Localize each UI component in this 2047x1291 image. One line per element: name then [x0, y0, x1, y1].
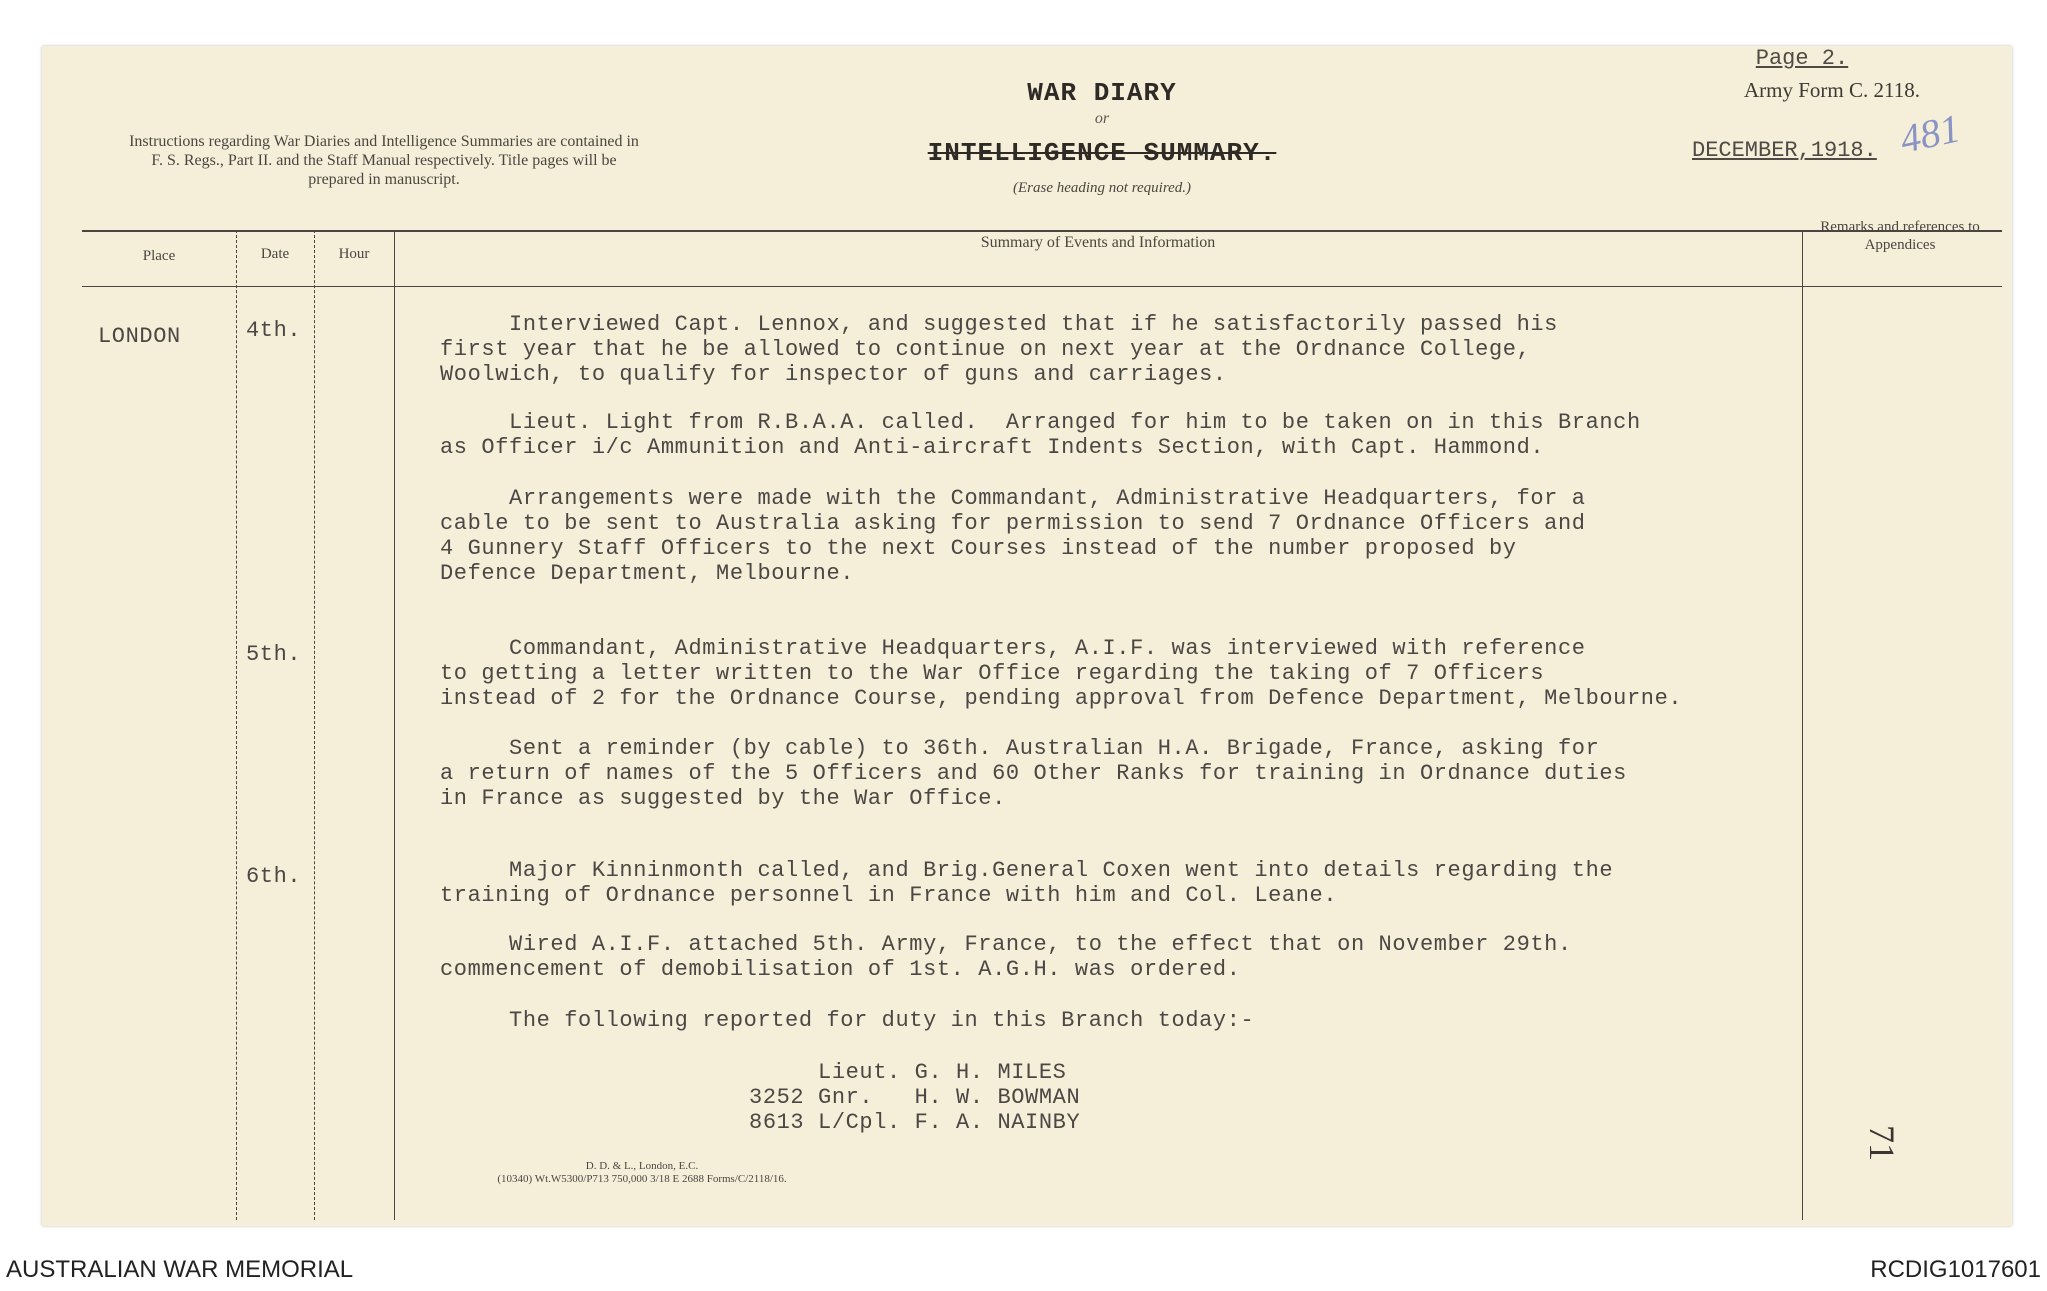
entry-6th-paragraph-2: Wired A.I.F. attached 5th. Army, France, to the effect that on November 29th. commencement of demobilisation of 1st. A.G.H. was ordered.	[440, 932, 1572, 982]
column-divider-date	[314, 230, 316, 1220]
printer-imprint-line-1: D. D. & L., London, E.C.	[585, 1160, 699, 1172]
printer-imprint-line-2: (10340) Wt.W5300/P713 750,000 3/18 E 2688 Forms/C/2118/16.	[497, 1173, 787, 1185]
entry-place: LONDON	[98, 324, 181, 349]
erase-heading-note: (Erase heading not required.)	[1012, 180, 1192, 196]
page-number: Page 2.	[1755, 46, 1849, 71]
date-4th: 4th.	[246, 318, 302, 343]
table-header-rule	[82, 286, 2002, 287]
column-header-remarks: Remarks and references to Appendices	[1820, 219, 1980, 253]
column-header-place: Place	[142, 248, 176, 264]
date-5th: 5th.	[246, 642, 302, 667]
entry-5th-paragraph-2: Sent a reminder (by cable) to 36th. Australian H.A. Brigade, France, asking for a return of names of the 5 Officers and 60 Other Ranks for training in Ordnance duties in France as suggested by the War Office.	[440, 736, 1627, 811]
entry-4th-paragraph-2: Lieut. Light from R.B.A.A. called. Arranged for him to be taken on in this Branch as Officer i/c Ammunition and Anti-aircraft Indents Section, with Capt. Hammond.	[440, 410, 1641, 460]
title-or: or	[1094, 110, 1110, 127]
date-6th: 6th.	[246, 864, 302, 889]
column-header-summary: Summary of Events and Information	[980, 234, 1216, 251]
army-form-number: Army Form C. 2118.	[1744, 78, 1920, 102]
table-top-rule	[82, 230, 2002, 232]
column-header-date: Date	[260, 246, 290, 262]
column-header-hour: Hour	[338, 246, 370, 262]
printer-imprint	[432, 1160, 852, 1186]
title-intelligence-summary: INTELLIGENCE SUMMARY.	[927, 138, 1277, 168]
footer-archive-name: AUSTRALIAN WAR MEMORIAL	[6, 1256, 354, 1283]
handwritten-folio-number: 481	[1895, 105, 1965, 162]
entry-6th-paragraph-3: The following reported for duty in this Branch today:-	[440, 1008, 1255, 1033]
title-war-diary: WAR DIARY	[1027, 78, 1177, 108]
entry-6th-paragraph-1: Major Kinninmonth called, and Brig.General Coxen went into details regarding the training of Ordnance personnel in France with him and Col. Leane.	[440, 858, 1614, 908]
diary-month: DECEMBER,1918.	[1692, 138, 1877, 163]
entry-4th-paragraph-3: Arrangements were made with the Commandant, Administrative Headquarters, for a cable to be sent to Australia asking for permission to send 7 Ordnance Officers and 4 Gunnery Staff Officers to the next Courses instead of the number proposed by Defence Department, Melbourne.	[440, 486, 1586, 586]
entry-4th-paragraph-1: Interviewed Capt. Lennox, and suggested that if he satisfactorily passed his first year that he be allowed to continue on next year at the Ordnance College, Woolwich, to qualify for inspector of guns and carriages.	[440, 312, 1558, 387]
column-divider-place	[236, 230, 238, 1220]
diary-sheet	[42, 46, 2012, 1226]
personnel-list: Lieut. G. H. MILES 3252 Gnr. H. W. BOWMAN 8613 L/Cpl. F. A. NAINBY	[749, 1060, 1081, 1135]
column-divider-hour	[394, 230, 395, 1220]
footer-record-id: RCDIG1017601	[1870, 1256, 2041, 1283]
instructions-note: Instructions regarding War Diaries and Intelligence Summaries are contained in F. S. Regs., Part II. and the Staff Manual respectively. Title pages will be prepared in manuscript.	[129, 133, 639, 188]
entry-5th-paragraph-1: Commandant, Administrative Headquarters, A.I.F. was interviewed with reference to getting a letter written to the War Office regarding the taking of 7 Officers instead of 2 for the Ordnance Course, pending approval from Defence Department, Melbourne.	[440, 636, 1683, 711]
column-divider-summary	[1802, 230, 1803, 1220]
side-margin-number: 71	[1862, 1125, 1902, 1161]
